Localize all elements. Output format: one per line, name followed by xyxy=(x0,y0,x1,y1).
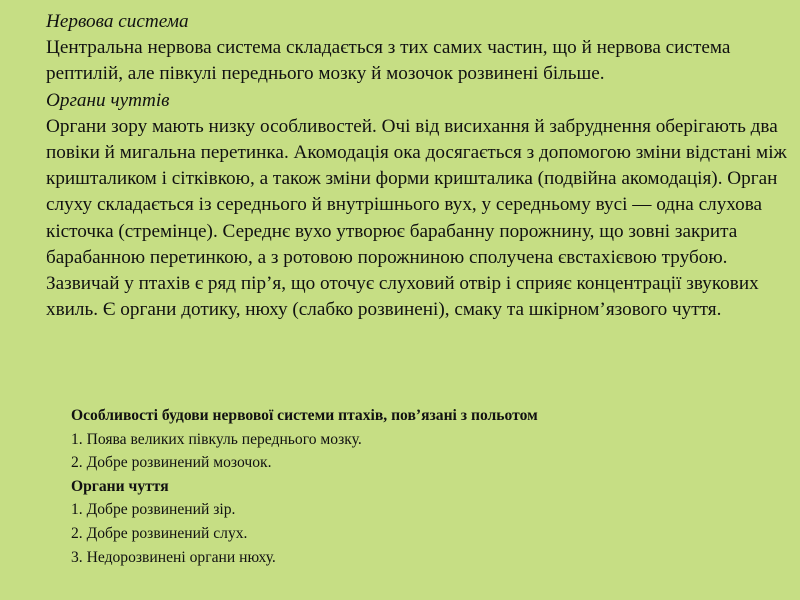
summary-nervous-item: 2. Добре розвинений мозочок. xyxy=(71,454,272,472)
summary-senses-item: 3. Недорозвинені органи нюху. xyxy=(71,548,276,566)
sense-organs-heading: Органи чуттів xyxy=(46,89,170,111)
nervous-system-text: Центральна нервова система складається з тих самих частин, що й нервова система рептилій, але півкулі переднього мозку й мозочок розвинені більше. xyxy=(46,37,731,85)
nervous-system-heading: Нервова система xyxy=(46,11,189,32)
sense-organs-text: Органи зору мають низку особливостей. Очі від висихання й забруднення оберігають два повіки й мигальна перетинка. Акомодація ока досягається з допомогою зміни відстані між кришталиком і сітківкою, а також зміни форми кришталика (подвійна акомодація). Орган слуху складається із середнього й внутрішнього вух, у середньому вусі — одна слухова кісточка (стремінце). Середнє вухо утворює барабанну порожнину, що зовні закрита барабанною перетинкою, а з ротовою порожниною сполучена євстахієвою трубою. Зазвичай у птахів є ряд пір’я, що оточує слуховий отвір і сприяє концентрації звукових хвиль. Є органи дотику, нюху (слабко розвинені), смаку та шкірном’язового чуття. xyxy=(46,115,787,321)
summary-senses-item: 2. Добре розвинений слух. xyxy=(71,524,248,542)
summary-nervous-item: 1. Поява великих півкуль переднього мозку. xyxy=(71,430,362,448)
summary-nervous-heading: Особливості будови нервової системи птахів, пов’язані з польотом xyxy=(71,407,538,424)
summary-senses-heading: Органи чуття xyxy=(71,477,169,495)
summary-block xyxy=(71,404,771,569)
summary-senses-item: 1. Добре розвинений зір. xyxy=(71,501,236,519)
main-text-block xyxy=(46,9,794,323)
